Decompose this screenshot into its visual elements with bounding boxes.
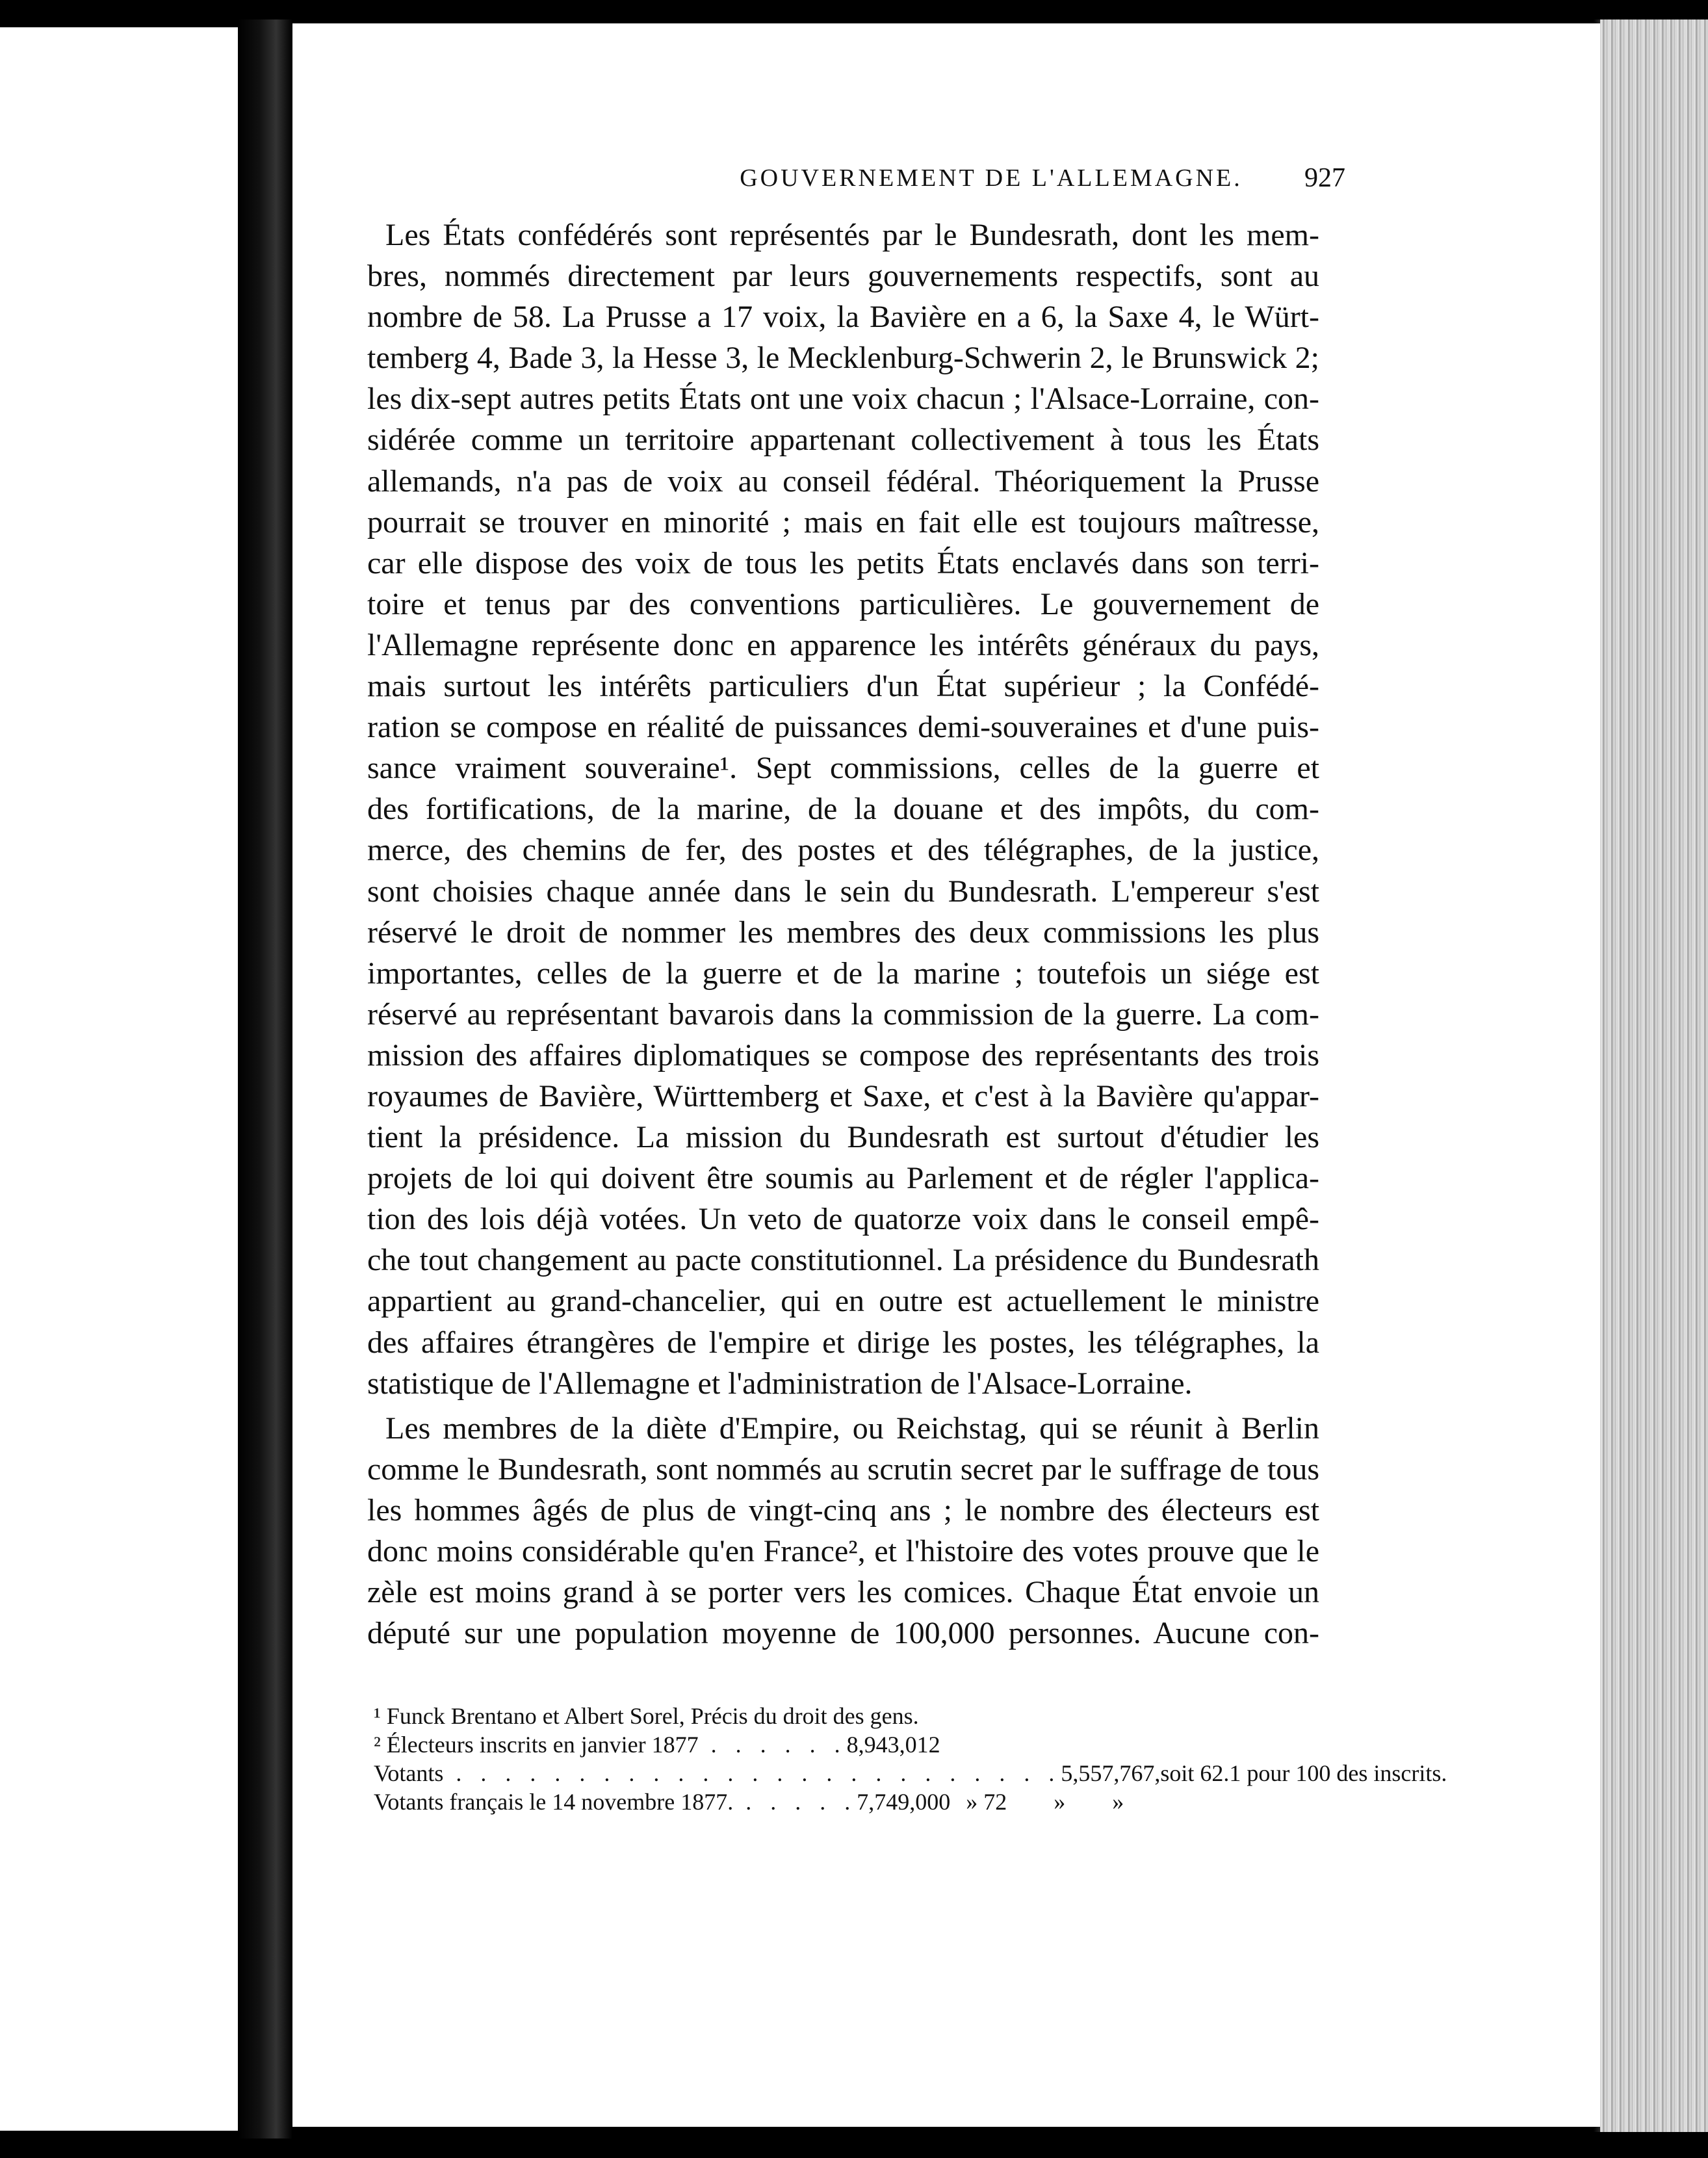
text-line: donc moins considérable qu'en France², et l'histoire des votes prouve que le (367, 1534, 1319, 1568)
text-line: comme le Bundesrath, sont nommés au scrutin secret par le suffrage de tous (367, 1451, 1319, 1487)
text-line: tient la présidence. La mission du Bundesrath est surtout d'étudier les (367, 1120, 1319, 1155)
text-line: député sur une population moyenne de 100,000 personnes. Aucune con- (367, 1616, 1319, 1651)
footnote-row-votants-francais (374, 1788, 1319, 1816)
text-line: statistique de l'Allemagne et l'administration de l'Alsace-Lorraine. (367, 1366, 1193, 1401)
text-line: royaumes de Bavière, Württemberg et Saxe, et c'est à la Bavière qu'appar- (367, 1078, 1319, 1113)
footnote-extra: soit 62.1 pour 100 des inscrits. (1160, 1760, 1447, 1786)
text-line: toire et tenus par des conventions particulières. Le gouvernement de (367, 586, 1319, 621)
text-line: Les membres de la diète d'Empire, ou Reichstag, qui se réunit à Berlin (385, 1410, 1319, 1446)
footnote-1 (374, 1702, 1319, 1730)
text-line: che tout changement au pacte constitutionnel. La présidence du Bundesrath (367, 1243, 1319, 1278)
footnote-label: ² Électeurs inscrits en janvier 1877 (374, 1732, 699, 1758)
running-title: GOUVERNEMENT DE L'ALLEMAGNE. (740, 164, 1243, 192)
text-line: réservé au représentant bavarois dans la commission de la guerre. La com- (367, 996, 1319, 1032)
text-line: car elle dispose des voix de tous les petits États enclavés dans son terri- (367, 545, 1319, 580)
text-line: sidérée comme un territoire appartenant collectivement à tous les États (367, 422, 1319, 458)
footnote-extra: » 72 » » (966, 1789, 1124, 1815)
footnote-value: 8,943,012 (846, 1732, 940, 1758)
text-line: appartient au grand-chancelier, qui en outre est actuellement le ministre (367, 1284, 1319, 1319)
footnote-value: 5,557,767, (1061, 1760, 1161, 1786)
footnote-row-votants (374, 1759, 1447, 1788)
footnote-label: Votants français le 14 novembre 1877. (374, 1789, 734, 1815)
text-line: ration se compose en réalité de puissances demi-souveraines et d'une puis- (367, 710, 1319, 745)
footnote-text: ¹ Funck Brentano et Albert Sorel, Précis du droit des gens. (374, 1703, 919, 1729)
footnote-2 (374, 1730, 1319, 1759)
page-stack-edge (1600, 20, 1708, 2132)
text-line: temberg 4, Bade 3, la Hesse 3, le Mecklenburg-Schwerin 2, le Brunswick 2; (367, 341, 1319, 376)
text-line: des fortifications, de la marine, de la douane et des impôts, du com- (367, 792, 1319, 827)
text-line: des affaires étrangères de l'empire et dirige les postes, les télégraphes, la (367, 1325, 1319, 1360)
text-line: merce, des chemins de fer, des postes et des télégraphes, de la justice, (367, 833, 1319, 868)
text-line: Les États confédérés sont représentés par le Bundesrath, dont les mem- (385, 218, 1319, 252)
book-gutter (238, 20, 292, 2138)
footnote-label: Votants (374, 1760, 444, 1786)
text-line: les dix-sept autres petits États ont une voix chacun ; l'Alsace-Lorraine, con- (367, 382, 1319, 417)
body-text (367, 214, 1319, 1654)
text-line: sont choisies chaque année dans le sein du Bundesrath. L'empereur s'est (367, 874, 1319, 909)
text-line: les hommes âgés de plus de vingt-cinq ans ; le nombre des électeurs est (367, 1492, 1319, 1528)
footnote-value: 7,749,000 (857, 1789, 951, 1815)
text-line: mais surtout les intérêts particuliers d'un État supérieur ; la Confédé- (367, 669, 1319, 704)
text-line: réservé le droit de nommer les membres des deux commissions les plus (367, 915, 1319, 950)
leader-dots: . . . . . . (698, 1732, 847, 1758)
text-line: importantes, celles de la guerre et de la marine ; toutefois un siége est (367, 956, 1319, 991)
text-line: l'Allemagne représente donc en apparence les intérêts généraux du pays, (367, 627, 1319, 662)
leader-dots: . . . . . . . . . . . . . . . . . . . . . . . . . (443, 1760, 1061, 1786)
page-number: 927 (1304, 163, 1345, 193)
text-line: zèle est moins grand à se porter vers les comices. Chaque État envoie un (367, 1575, 1319, 1610)
text-line: nombre de 58. La Prusse a 17 voix, la Bavière en a 6, la Saxe 4, le Würt- (367, 300, 1319, 335)
text-line: bres, nommés directement par leurs gouvernements respectifs, sont au (367, 259, 1319, 294)
text-line: allemands, n'a pas de voix au conseil fédéral. Théoriquement la Prusse (367, 463, 1319, 499)
text-line: projets de loi qui doivent être soumis au Parlement et de régler l'applica- (367, 1161, 1319, 1196)
leader-dots: . . . . . (733, 1789, 857, 1815)
text-line: tion des lois déjà votées. Un veto de quatorze voix dans le conseil empê- (367, 1202, 1319, 1237)
text-line: pourrait se trouver en minorité ; mais en fait elle est toujours maîtresse, (367, 504, 1319, 540)
text-line: mission des affaires diplomatiques se compose des représentants des trois (367, 1037, 1319, 1072)
footnotes (374, 1702, 1447, 1816)
left-page-edge (0, 27, 238, 2131)
text-line: sance vraiment souveraine¹. Sept commissions, celles de la guerre et (367, 751, 1319, 786)
